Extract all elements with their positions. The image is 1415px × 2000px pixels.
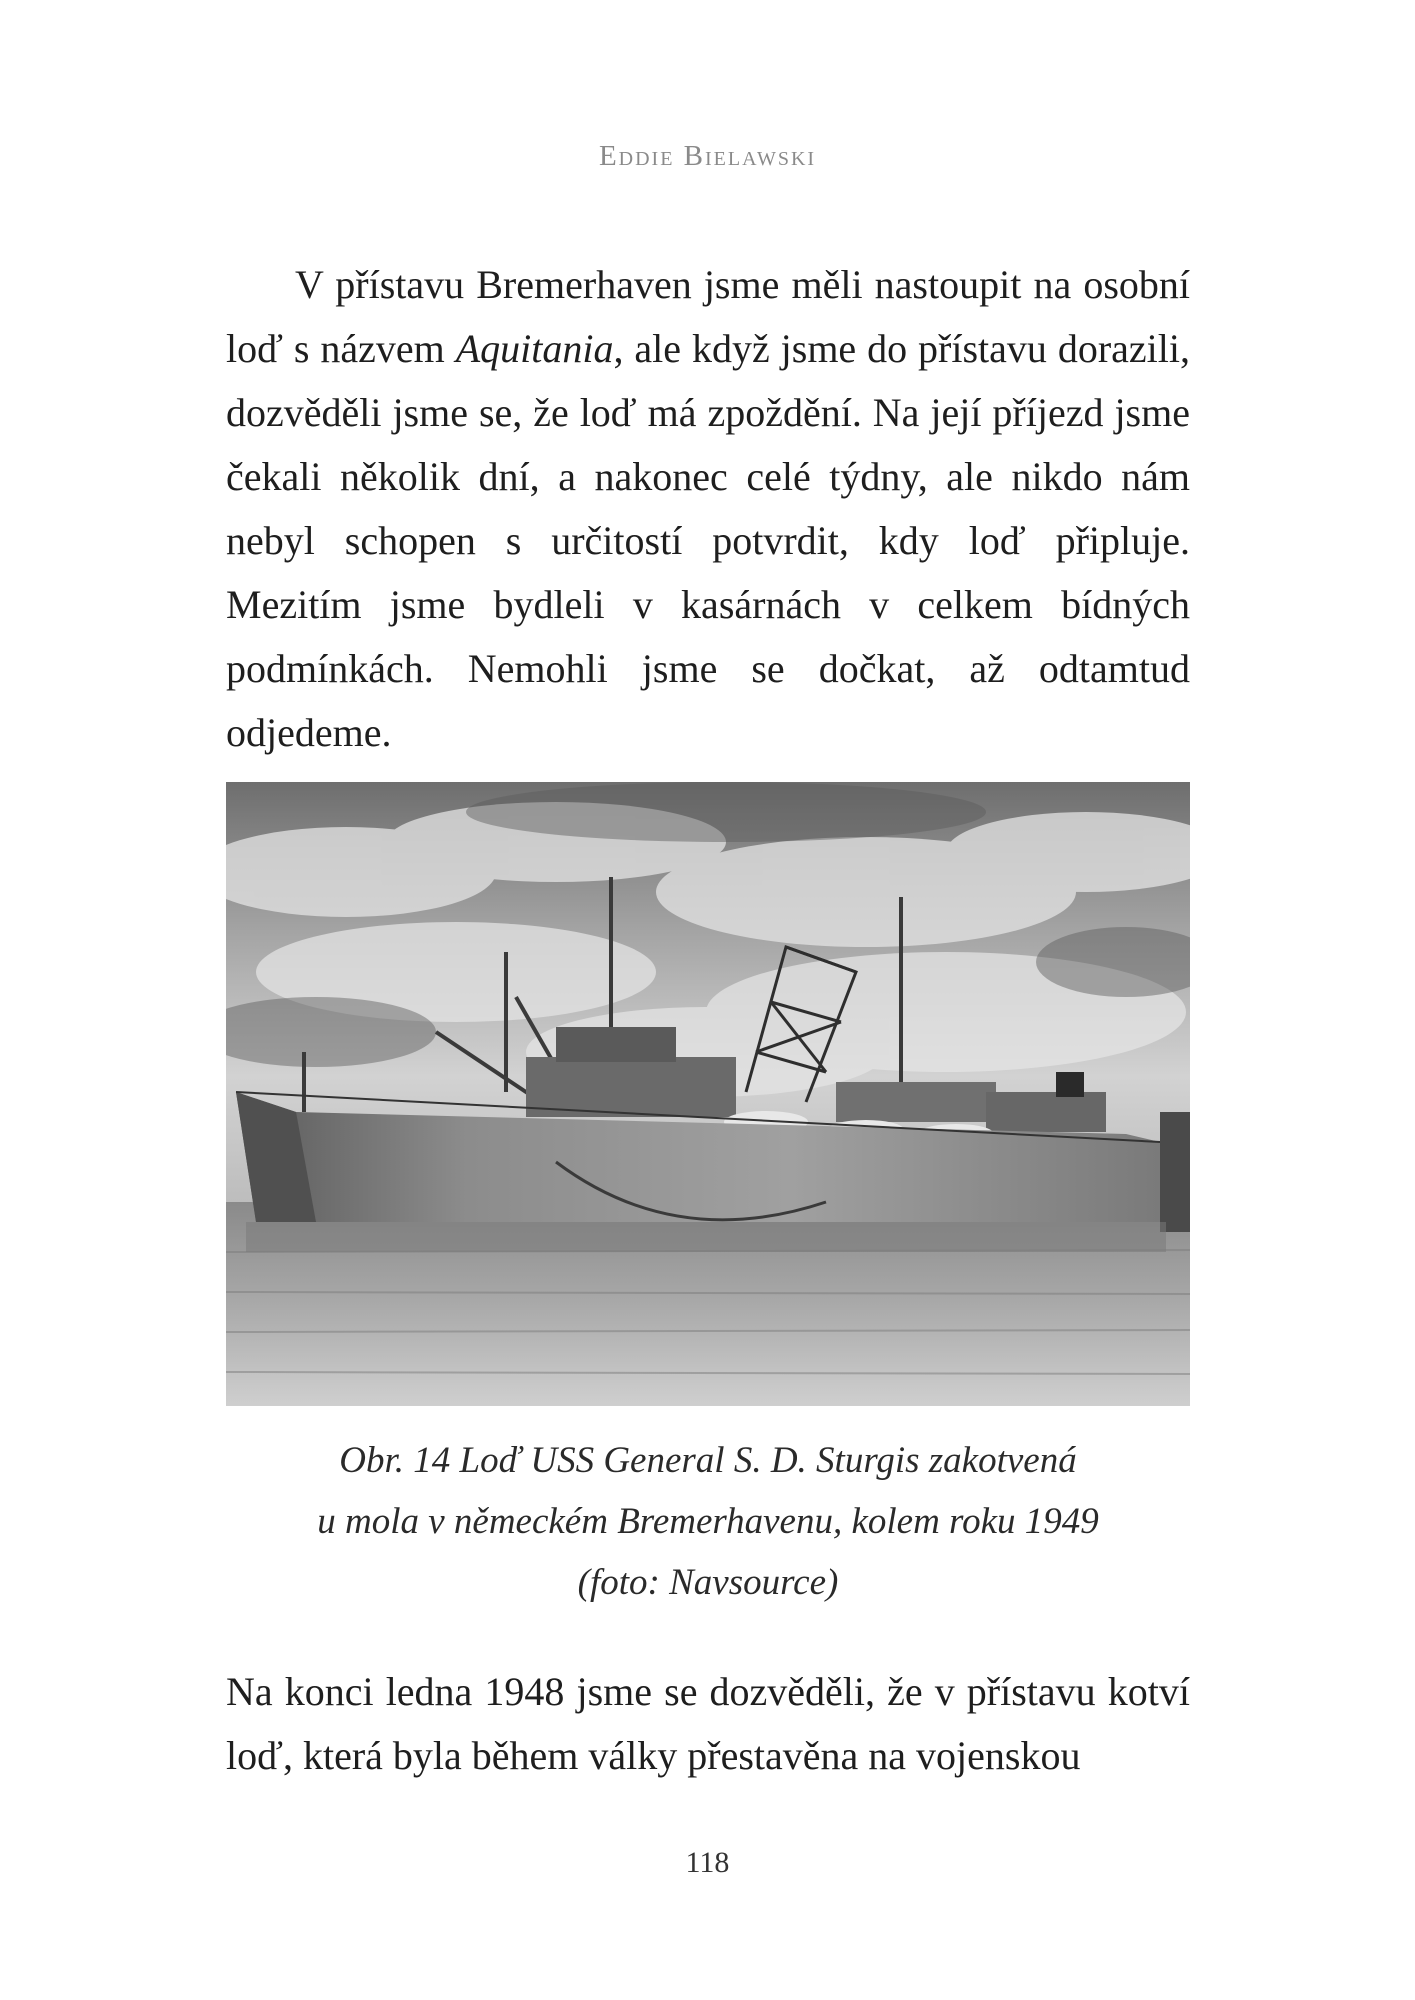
caption-line-2: u mola v německém Bremerhavenu, kolem roku 1949 <box>317 1501 1099 1542</box>
paragraph-1-text-end: , ale když jsme do přístavu dorazili, dozvěděli jsme se, že loď má zpoždění. Na její příjezd jsme čekali několik dní, a nakonec celé týdny, ale nikdo nám nebyl schopen s určitostí potvrdit, kdy loď připluje. Mezitím jsme bydleli v kasárnách v celkem bídných podmínkách. Nemohli jsme se dočkat, až odtamtud odjedeme. <box>226 326 1190 755</box>
ship-photograph <box>226 782 1190 1406</box>
caption-line-3: (foto: Navsource) <box>577 1562 839 1603</box>
page-number: 118 <box>685 1846 730 1879</box>
paragraph-2-text: Na konci ledna 1948 jsme se dozvěděli, že v přístavu kotví loď, která byla během války přestavěna na vojenskou <box>226 1669 1190 1778</box>
ship-name-aquitania: Aquitania <box>455 326 614 371</box>
figure-caption <box>226 1430 1190 1613</box>
body-paragraph-2 <box>226 1660 1190 1788</box>
ship-photo-illustration <box>226 782 1190 1406</box>
caption-line-1: Obr. 14 Loď USS General S. D. Sturgis zakotvená <box>339 1440 1077 1481</box>
paragraph-1-text-start: V přístavu Bremerhaven jsme měli nastoupit na osobní loď s názvem <box>226 262 1190 371</box>
body-paragraph-1 <box>226 253 1190 765</box>
running-head: Eddie Bielawski <box>598 140 817 172</box>
